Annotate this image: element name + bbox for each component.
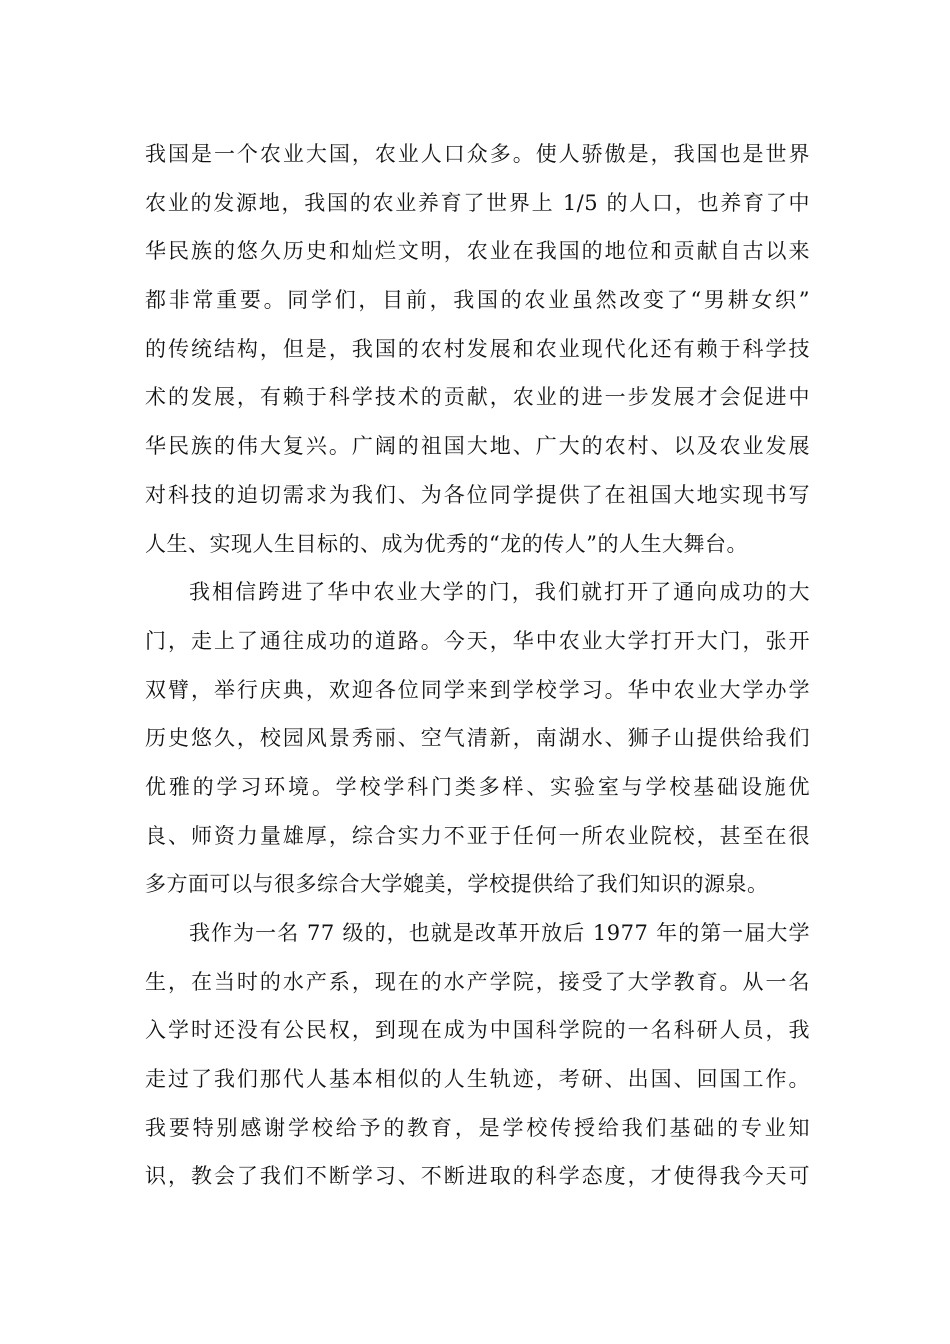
text-line: 都非常重要。同学们，目前，我国的农业虽然改变了“男耕女织”	[145, 288, 810, 313]
text-line: 识，教会了我们不断学习、不断进取的科学态度，才使得我今天可	[145, 1164, 810, 1189]
text-line: 我要特别感谢学校给予的教育，是学校传授给我们基础的专业知	[145, 1115, 810, 1140]
text-line: 历史悠久，校园风景秀丽、空气清新，南湖水、狮子山提供给我们	[145, 726, 810, 751]
text-line: 入学时还没有公民权，到现在成为中国科学院的一名科研人员，我	[145, 1018, 810, 1043]
text-line: 门，走上了通往成功的道路。今天，华中农业大学打开大门，张开	[145, 628, 810, 653]
text-line: 对科技的迫切需求为我们、为各位同学提供了在祖国大地实现书写	[145, 482, 810, 507]
text-line: 术的发展，有赖于科学技术的贡献，农业的进一步发展才会促进中	[145, 385, 810, 410]
paragraph-2	[145, 568, 810, 909]
body-text	[145, 130, 810, 1201]
text-line: 我国是一个农业大国，农业人口众多。使人骄傲是，我国也是世界	[145, 142, 810, 166]
paragraph-1	[145, 130, 810, 568]
text-line: 生，在当时的水产系，现在的水产学院，接受了大学教育。从一名	[145, 969, 810, 994]
text-line: 华民族的伟大复兴。广阔的祖国大地、广大的农村、以及农业发展	[145, 434, 810, 459]
text-line: 双臂，举行庆典，欢迎各位同学来到学校学习。华中农业大学办学	[145, 677, 810, 702]
text-line: 良、师资力量雄厚，综合实力不亚于任何一所农业院校，甚至在很	[145, 823, 810, 848]
text-line: 走过了我们那代人基本相似的人生轨迹，考研、出国、回国工作。	[145, 1067, 810, 1092]
text-line: 我作为一名 77 级的，也就是改革开放后 1977 年的第一届大学	[189, 921, 810, 945]
text-line: 的传统结构，但是，我国的农村发展和农业现代化还有赖于科学技	[145, 336, 810, 361]
text-line: 华民族的悠久历史和灿烂文明，农业在我国的地位和贡献自古以来	[145, 239, 810, 264]
text-line: 优雅的学习环境。学校学科门类多样、实验室与学校基础设施优	[145, 774, 810, 799]
text-line: 多方面可以与很多综合大学媲美，学校提供给了我们知识的源泉。	[145, 872, 769, 897]
text-line: 人生、实现人生目标的、成为优秀的“龙的传人”的人生大舞台。	[145, 531, 748, 556]
text-line: 农业的发源地，我国的农业养育了世界上 1/5 的人口，也养育了中	[145, 190, 810, 215]
paragraph-3	[145, 909, 810, 1201]
text-line: 我相信跨进了华中农业大学的门，我们就打开了通向成功的大	[189, 580, 810, 605]
